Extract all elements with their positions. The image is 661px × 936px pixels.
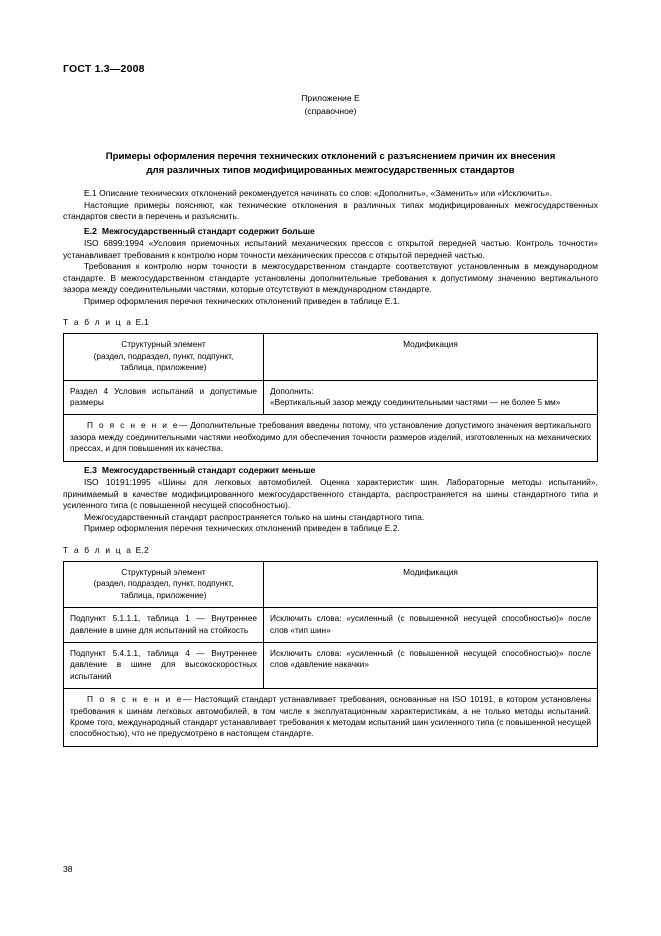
annex-subtitle: (справочное) bbox=[304, 105, 357, 116]
table-e1-caption bbox=[63, 307, 598, 333]
table-e1-note bbox=[64, 415, 598, 461]
page-title bbox=[63, 150, 598, 178]
table-row bbox=[64, 608, 598, 643]
table-e2 bbox=[63, 561, 598, 747]
table-row bbox=[64, 642, 598, 688]
table-row bbox=[64, 380, 598, 415]
clause-heading-e2 bbox=[63, 223, 598, 239]
header-line-3: таблица, приложение) bbox=[120, 589, 207, 600]
table-e2-row1-modification: Исключить слова: «усиленный (с повышенной несущей способностью)» после слов «давление накачки» bbox=[264, 642, 598, 688]
paragraph-e2-1: ISO 6899:1994 «Условия приемочных испытаний механических прессов с открытой передней частью. Контроль точности» устанавливает требования к контролю норм точности механических прессов с открытой передней частью. bbox=[63, 238, 598, 260]
table-e2-note bbox=[64, 689, 598, 747]
clause-number-e2: Е.2 bbox=[84, 226, 97, 237]
clause-title-e3: Межгосударственный стандарт содержит меньше bbox=[101, 465, 316, 476]
table-e2-header-structural bbox=[64, 561, 264, 607]
note-text: — Настоящий стандарт устанавливает требования, основанные на ISO 10191, в котором установлены требования к шинам легковых автомобилей, в том числе к эксплуатационным характеристикам, а не только методы испытаний. Кроме того, международный стандарт устанавливает требования к методам испытаний шин усиленного типа (с повышенной несущей способностью), что не предусмотрено в настоящем стандарте. bbox=[70, 694, 591, 739]
paragraph-e1-second: Настоящие примеры поясняют, как технические отклонения в различных типах модифицированных межгосударственных стандартов свести в перечень и разъяснить. bbox=[63, 199, 598, 222]
table-e2-caption-number: Е.2 bbox=[135, 544, 150, 555]
clause-title-e2: Межгосударственный стандарт содержит больше bbox=[101, 226, 315, 237]
body-content bbox=[63, 188, 598, 747]
annex-heading bbox=[63, 92, 598, 117]
paragraph-e2-3: Пример оформления перечня технических отклонений приведен в таблице Е.1. bbox=[84, 295, 400, 306]
table-e1 bbox=[63, 333, 598, 461]
paragraph-e3-2: Межгосударственный стандарт распространяется только на шины стандартного типа. bbox=[84, 511, 425, 522]
paragraph-e3-3: Пример оформления перечня технических отклонений приведен в таблице Е.2. bbox=[84, 523, 400, 534]
table-e2-caption-label: Т а б л и ц а bbox=[63, 544, 133, 555]
header-line-2: (раздел, подраздел, пункт, подпункт, bbox=[93, 578, 234, 589]
note-text: — Дополнительные требования введены потому, что установление допустимого значения вертикального зазора между соединительными частями необходимо для обеспечения точности размеров изделий, изготовленных на механических прессах, и для повышения их качества. bbox=[70, 420, 592, 454]
table-e1-row0-structural: Раздел 4 Условия испытаний и допустимые размеры bbox=[64, 380, 264, 415]
modification-line-1: Дополнить: bbox=[270, 385, 314, 396]
table-note-row bbox=[64, 689, 598, 747]
table-header-row bbox=[64, 334, 598, 380]
annex-title: Приложение Е bbox=[301, 93, 360, 103]
table-note-row bbox=[64, 415, 598, 461]
paragraph-e1: Е.1 Описание технических отклонений рекомендуется начинать со слов: «Дополнить», «Заменить» или «Исключить». bbox=[84, 188, 553, 198]
clause-heading-e3 bbox=[63, 462, 598, 478]
page-title-line-2: для различных типов модифицированных межгосударственных стандартов bbox=[146, 165, 515, 176]
standard-identifier: ГОСТ 1.3—2008 bbox=[63, 63, 145, 75]
note-lead: П о я с н е н и е bbox=[87, 420, 180, 431]
table-e1-caption-number: Е.1 bbox=[135, 317, 150, 328]
table-e1-header-structural bbox=[64, 334, 264, 380]
header-line-1: Структурный элемент bbox=[121, 339, 206, 350]
table-e2-row0-structural: Подпункт 5.1.1.1, таблица 1 — Внутреннее давление в шине для испытаний на стойкость bbox=[64, 608, 264, 643]
paragraph-e2-2: Требования к контролю норм точности в межгосударственном стандарте соответствуют установленным в международном стандарте. В межгосударственном стандарте установлены дополнительные требования к допустимому значению вертикального зазора между соединительными частями, которые отсутствуют в международном стандарте. bbox=[63, 261, 598, 295]
table-e2-caption bbox=[63, 535, 598, 561]
clause-number-e3: Е.3 bbox=[84, 465, 97, 476]
header-line-2: (раздел, подраздел, пункт, подпункт, bbox=[93, 350, 234, 361]
note-lead: П о я с н е н и е bbox=[87, 694, 183, 705]
page-title-line-1: Примеры оформления перечня технических отклонений с разъяснением причин их внесения bbox=[105, 151, 556, 162]
modification-line-2: «Вертикальный зазор между соединительными частями — не более 5 мм» bbox=[270, 397, 561, 408]
header-line-1: Структурный элемент bbox=[121, 566, 206, 577]
table-e1-row0-modification bbox=[264, 380, 598, 415]
page-number: 38 bbox=[63, 864, 73, 874]
table-header-row bbox=[64, 561, 598, 607]
table-e2-row1-structural: Подпункт 5.4.1.1, таблица 4 — Внутреннее давление в шине для высокоскоростных испытаний bbox=[64, 642, 264, 688]
table-e1-caption-label: Т а б л и ц а bbox=[63, 317, 133, 328]
table-e2-row0-modification: Исключить слова: «усиленный (с повышенной несущей способностью)» после слов «тип шин» bbox=[264, 608, 598, 643]
header-line-3: таблица, приложение) bbox=[120, 362, 207, 373]
table-e1-header-modification: Модификация bbox=[264, 334, 598, 380]
table-e2-header-modification: Модификация bbox=[264, 561, 598, 607]
paragraph-e3-1: ISO 10191:1995 «Шины для легковых автомобилей. Оценка характеристик шин. Лабораторные методы испытаний», принимаемый в качестве модифицированного межгосударственного стандарта, распространяется на шины стандартного типа и усиленного типа (с повышенной несущей способностью). bbox=[63, 477, 598, 511]
